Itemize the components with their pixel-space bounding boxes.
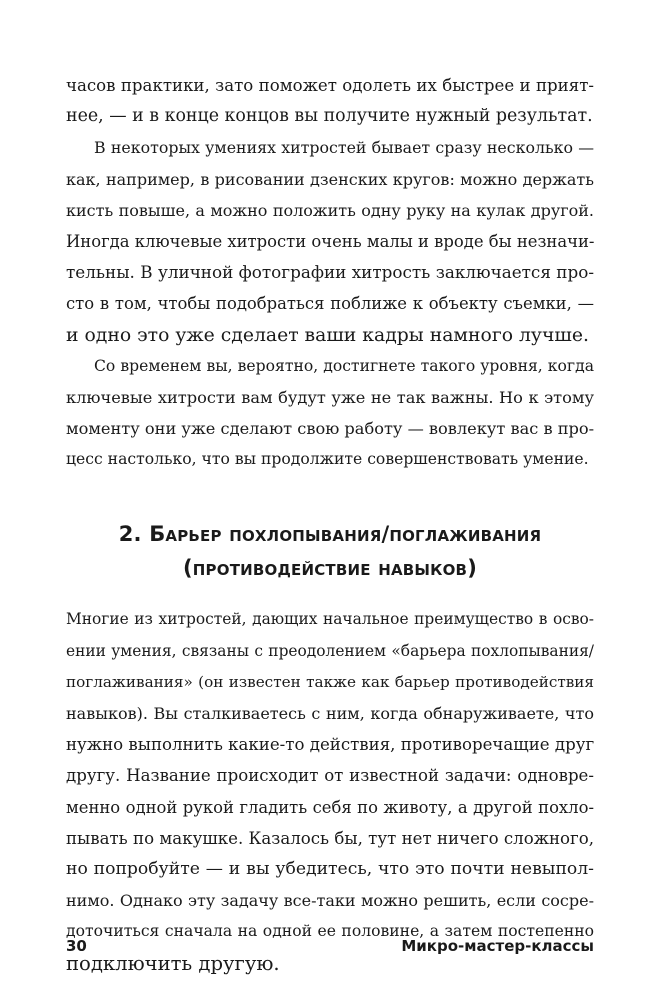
text-line: подключить другую. — [66, 951, 280, 975]
text-line: ении умения, связаны с преодолением «барьера похлопывания/ — [66, 641, 594, 660]
text-line: моменту они уже сделают свою работу — вовлекут вас в про- — [66, 419, 595, 439]
section-heading-line-2: (противодействие навыков) — [183, 556, 477, 581]
text-line: нимо. Однако эту задачу все-таки можно решить, если сосре- — [66, 891, 594, 911]
section-heading — [66, 517, 594, 585]
text-line: нее, — и в конце концов вы получите нужный результат. — [66, 106, 593, 127]
page-number: 30 — [66, 937, 87, 955]
text-line: сто в том, чтобы подобраться поближе к объекту съемки, — — [66, 294, 594, 314]
text-line: тельны. В уличной фотографии хитрость заключается про- — [66, 262, 594, 283]
text-line: доточиться сначала на одной ее половине, а затем постепенно — [66, 922, 594, 941]
page-footer — [66, 934, 594, 958]
text-line: Со временем вы, вероятно, достигнете такого уровня, когда — [94, 356, 594, 375]
running-title: Микро-мастер-классы — [401, 937, 594, 955]
text-line: поглаживания» (он известен также как барьер противодействия — [66, 672, 594, 691]
text-line: пывать по макушке. Казалось бы, тут нет ничего сложного, — [66, 828, 594, 848]
text-block-bottom — [66, 604, 594, 978]
text-line: другу. Название происходит от известной задачи: одновре- — [66, 766, 594, 786]
text-line: Многие из хитростей, дающих начальное преимущество в осво- — [66, 610, 594, 629]
section-heading-line-1: 2. Барьер похлопывания/поглаживания — [118, 522, 542, 547]
paragraph — [66, 132, 594, 350]
text-block-top — [66, 70, 594, 475]
text-line: цесс настолько, что вы продолжите совершенствовать умение. — [66, 450, 589, 469]
text-line: ключевые хитрости вам будут уже не так важны. Но к этому — [66, 387, 594, 407]
text-line: В некоторых умениях хитростей бывает сразу несколько — — [94, 138, 594, 158]
text-line: нужно выполнить какие-то действия, противоречащие друг — [66, 735, 595, 755]
paragraph — [66, 70, 594, 132]
text-line: и одно это уже сделает ваши кадры намного лучше. — [66, 324, 589, 346]
paragraph — [66, 351, 594, 476]
text-line: но попробуйте — и вы убедитесь, что это почти невыпол- — [66, 858, 594, 879]
text-line: Иногда ключевые хитрости очень малы и вроде бы незначи- — [66, 231, 595, 251]
text-line: навыков). Вы сталкиваетесь с ним, когда обнаруживаете, что — [66, 704, 594, 723]
paragraph — [66, 604, 594, 978]
text-line: как, например, в рисовании дзенских кругов: можно держать — [66, 169, 594, 189]
text-line: менно одной рукой гладить себя по животу, а другой похло- — [66, 797, 594, 817]
text-line: часов практики, зато поможет одолеть их быстрее и прият- — [66, 76, 594, 95]
page-body — [66, 70, 594, 979]
text-line: кисть повыше, а можно положить одну руку на кулак другой. — [66, 200, 594, 220]
